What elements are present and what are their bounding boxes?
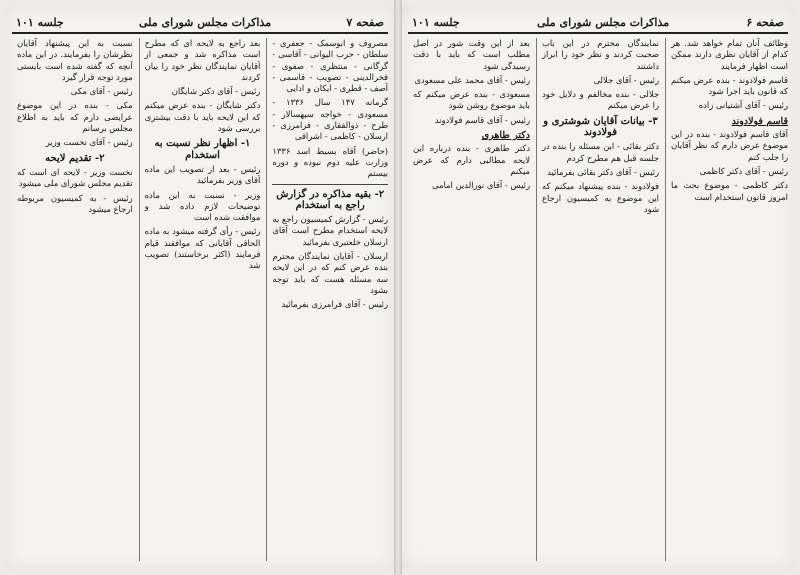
paragraph: آقای قاسم فولادوند - بنده در این موضوع عرض دارم که نظر آقایان را جلب کنم — [671, 129, 788, 162]
paragraph: دکتر طاهری - بنده درباره این لایحه مطالبی دارم که عرض میکنم — [413, 143, 530, 176]
paragraph: رئیس - آقای دکتر شایگان — [171, 86, 261, 97]
paragraph: رئیس - آقای محمد علی مسعودی — [414, 74, 530, 85]
paragraph: گرمانه ۱۴۷ سال ۱۳۳۶ - مسعودی - خواجه سپهسالار - طرح - ذوالفقاری - فرامرزی - ارسلان - کاظمی - اشراقی — [272, 97, 388, 142]
speaker-heading: قاسم فولادوند — [731, 115, 788, 127]
left-page-number: صفحه ۷ — [346, 15, 384, 29]
paragraph: دکتر بقائی - این مسئله را بنده در جلسه قبل هم مطرح کردم — [542, 141, 659, 163]
right-columns — [408, 38, 788, 561]
paragraph: نسبت به این پیشنهاد آقایان نظرشان را بفرمایند. در این ماده آنچه که گفته شده است بایستی مورد توجه قرار گیرد — [16, 38, 133, 82]
paragraph: بعد از این وقت شور در اصل مطلب است که باید با دقت رسیدگی شود — [413, 38, 530, 71]
left-columns — [12, 38, 388, 561]
paragraph: بعد راجع به لایحه ای که مطرح است مذاکره شد و جمعی از آقایان نمایندگان نظر خود را بیان کردند — [144, 38, 261, 82]
paragraph: رئیس - رأی گرفته میشود به ماده الحاقی آقایانی که موافقند قیام فرمایند (اکثر برخاستند) تصویب شد — [144, 226, 261, 271]
left-page-title: مذاکرات مجلس شورای ملی — [138, 15, 272, 29]
paragraph: مسعودی - بنده عرض میکنم که باید موضوع روشن شود — [413, 89, 530, 111]
paragraph: رئیس - آقای دکتر کاظمی — [699, 165, 788, 176]
right-page — [402, 6, 794, 569]
paragraph: فولادوند - بنده پیشنهاد میکنم که این موضوع به کمیسیون ارجاع شود — [542, 181, 659, 214]
paragraph: نمایندگان محترم در این باب صحبت کردند و نظر خود را ابراز داشتند — [542, 38, 659, 71]
paragraph: وزیر - نسبت به این ماده توضیحات لازم داده شد و موافقت شده است — [144, 189, 261, 223]
section-title: ۱- اظهار نظر نسبت به استخدام — [154, 138, 251, 161]
paragraph: وظائف آنان تمام خواهد شد. هر کدام از آقایان نظری دارند ممکن است اظهار فرمایند — [671, 38, 788, 71]
paragraph: (حاضر) آقاه بسیط اسد ۱۳۳۶ وزارت علیه دوم نبوده و دوره بیستم — [272, 145, 388, 179]
paragraph: ارسلان - آقایان نمایندگان محترم بنده عرض کنم که در این لایحه سه مسئله هست که باید توجه بشود — [272, 251, 388, 295]
left-session-label: جلسه ۱۰۱ — [16, 15, 64, 29]
section-title: ۲- بقیه مذاکره در گزارش راجع به استخدام — [276, 188, 385, 211]
left-page — [6, 6, 394, 569]
section-title: ۲- تقدیم لایحه — [45, 152, 105, 164]
paragraph: مکی - بنده در این موضوع عرایضی دارم که باید به اطلاع مجلس برسانم — [16, 100, 133, 134]
right-session-label: جلسه ۱۰۱ — [412, 15, 460, 29]
paragraph: قاسم فولادوند - بنده عرض میکنم که قانون باید اجرا شود — [671, 74, 788, 97]
left-column-3 — [12, 38, 133, 561]
paragraph: رئیس - آقای آشتیانی زاده — [698, 100, 788, 111]
paragraph: رئیس - گزارش کمیسیون راجع به لایحه استخدام مطرح است آقای ارسلان خلعتبری بفرمائید — [272, 214, 388, 247]
paragraph: رئیس - به کمیسیون مربوطه ارجاع میشود — [16, 192, 133, 214]
paragraph: رئیس - آقای دکتر بقائی بفرمائید — [547, 166, 659, 177]
paragraph: دکتر شایگان - بنده عرض میکنم که این لایحه باید با دقت بیشتری بررسی شود — [144, 100, 261, 134]
paragraph: جلالی - بنده مخالفم و دلایل خود را عرض میکنم — [542, 89, 659, 111]
left-column-2 — [139, 38, 261, 561]
right-column-2 — [536, 38, 659, 561]
book-gutter — [394, 0, 402, 575]
left-page-header — [12, 12, 388, 34]
paragraph: رئیس - بعد از تصویب این ماده آقای وزیر بفرمائید — [144, 163, 261, 186]
right-column-1 — [665, 38, 788, 561]
right-page-header — [408, 12, 788, 34]
section-title: ۳- بیانات آقایان شوشتری و فولادوند — [543, 115, 658, 139]
paragraph: مصروف و ابوسمک - جعفری - سلطان - حرب الیوانی - آقاسی - گرگانی - منتظری - صفوی - فخرالدینی - تصویب - قاسمی - آصف - قطری - ایکان و ادایی — [272, 38, 388, 94]
paragraph: رئیس - آقای قاسم فولادوند — [434, 114, 530, 125]
speaker-heading: دکتر طاهری — [481, 130, 530, 142]
paragraph: دکتر کاظمی - موضوع بحث ما امروز قانون استخدام است — [671, 180, 788, 202]
divider — [272, 184, 388, 185]
paragraph: رئیس - آقای نورالدین امامی — [431, 180, 530, 191]
paragraph: رئیس - آقای نخست وزیر — [45, 137, 133, 148]
right-page-number: صفحه ۶ — [746, 15, 784, 29]
paragraph: نخست وزیر - لایحه ای است که تقدیم مجلس شورای ملی میشود — [16, 166, 133, 189]
paragraph: رئیس - آقای مکی — [70, 86, 133, 97]
paragraph: رئیس - آقای فرامرزی بفرمائید — [281, 299, 388, 310]
right-page-title: مذاکرات مجلس شورای ملی — [536, 15, 670, 29]
paragraph: رئیس - آقای جلالی — [593, 74, 659, 85]
left-column-1 — [266, 38, 388, 561]
right-column-3 — [408, 38, 530, 561]
